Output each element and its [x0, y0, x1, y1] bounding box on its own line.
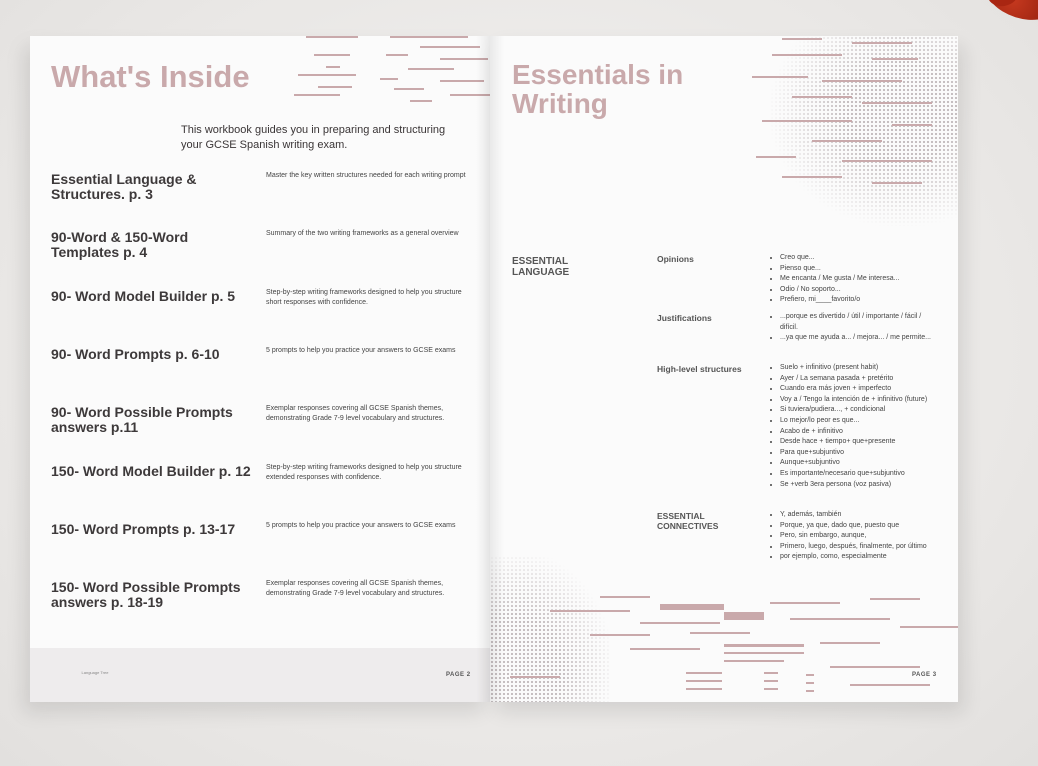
toc-entry-heading: 90- Word Possible Prompts answers p.11	[51, 404, 233, 435]
list-item: • Cuando era más joven + imperfecto	[780, 384, 940, 395]
group-label-high-level-structures: High-level structures	[657, 364, 742, 374]
toc-entry-heading: 90- Word Model Builder p. 5	[51, 288, 236, 304]
toc-entry	[51, 347, 471, 391]
page-title: Essentials in Writing	[512, 59, 684, 119]
high-level-structures-list	[770, 363, 940, 490]
list-item: • Ayer / La semana pasada + pretérito	[780, 374, 940, 385]
list-item: • Acabo de + infinitivo	[780, 427, 940, 438]
intro-text: This workbook guides you in preparing and structuring your GCSE Spanish writing exam.	[181, 124, 446, 151]
list-item: • ...porque es divertido / útil / importante / fácil / difícil.	[780, 312, 940, 333]
toc-entry-description: 5 prompts to help you practice your answers to GCSE exams	[266, 522, 456, 529]
page-3	[490, 36, 958, 702]
list-item: • Suelo + infinitivo (present habit)	[780, 363, 940, 374]
toc-entry-heading: 150- Word Model Builder p. 12	[51, 463, 251, 479]
toc-entry	[51, 464, 471, 508]
list-item: • Voy a / Tengo la intención de + infinitivo (future)	[780, 395, 940, 406]
toc-entry	[51, 580, 471, 624]
toc-entry	[51, 522, 471, 566]
decorative-bars-bottom	[490, 596, 958, 702]
toc-entry	[51, 405, 471, 449]
list-item: • Es importante/necesario que+subjuntivo	[780, 469, 940, 480]
list-item: • Me encanta / Me gusta / Me interesa...	[780, 274, 940, 285]
toc-entry-description: Step-by-step writing frameworks designed to help you structure extended responses with confidence.	[266, 464, 462, 481]
connectives-list	[770, 510, 940, 563]
toc-entry-heading: 90- Word Prompts p. 6-10	[51, 346, 220, 362]
page-number: PAGE 3	[912, 672, 937, 678]
toc-entry-description: Exemplar responses covering all GCSE Spanish themes, demonstrating Grade 7-9 level vocabulary and structures.	[266, 580, 445, 597]
list-item: • Pienso que...	[780, 264, 940, 275]
opinions-list	[770, 253, 940, 306]
toc-entry	[51, 230, 471, 274]
list-item: • Lo mejor/lo peor es que...	[780, 416, 940, 427]
toc-entry-description: 5 prompts to help you practice your answers to GCSE exams	[266, 347, 456, 354]
list-item: • Aunque+subjuntivo	[780, 458, 940, 469]
page-2	[30, 36, 490, 702]
section-heading: ESSENTIAL LANGUAGE	[512, 256, 570, 278]
toc-entry-heading: 150- Word Prompts p. 13-17	[51, 521, 236, 537]
justifications-list	[770, 312, 940, 344]
toc-entry-heading: 90-Word & 150-Word Templates p. 4	[51, 229, 189, 260]
toc-entry-description: Exemplar responses covering all GCSE Spanish themes, demonstrating Grade 7-9 level vocabulary and structures.	[266, 405, 445, 422]
toc-entry-heading: Essential Language & Structures. p. 3	[51, 171, 197, 202]
list-item: • Desde hace + tiempo+ que+presente	[780, 437, 940, 448]
page-title: What's Inside	[51, 59, 250, 94]
list-item: • Y, además, también	[780, 510, 940, 521]
toc-entry-description: Master the key written structures needed for each writing prompt	[266, 172, 466, 179]
list-item: • ...ya que me ayuda a... / mejora... / me permite...	[780, 333, 940, 344]
decorative-lines-top	[290, 36, 490, 106]
list-item: • Para que+subjuntivo	[780, 448, 940, 459]
group-label-opinions: Opinions	[657, 254, 694, 264]
footer-logo: Language Tree	[81, 670, 109, 675]
list-item: • Porque, ya que, dado que, puesto que	[780, 521, 940, 532]
list-item: • Odio / No soporto...	[780, 285, 940, 296]
page-number: PAGE 2	[446, 672, 471, 678]
toc-entry-description: Step-by-step writing frameworks designed to help you structure short responses with confidence.	[266, 289, 462, 306]
list-item: • Se +verb 3era persona (voz pasiva)	[780, 480, 940, 491]
list-item: • Creo que...	[780, 253, 940, 264]
list-item: • Primero, luego, después, finalmente, por último	[780, 542, 940, 553]
list-item: • Si tuviera/pudiera..., + condicional	[780, 405, 940, 416]
toc-entry	[51, 289, 471, 333]
group-label-justifications: Justifications	[657, 313, 712, 323]
decorative-lines-top	[752, 36, 958, 196]
list-item: • por ejemplo, como, especialmente	[780, 552, 940, 563]
toc-entry-description: Summary of the two writing frameworks as a general overview	[266, 230, 459, 237]
list-item: • Prefiero, mi____favorito/o	[780, 295, 940, 306]
toc-entry	[51, 172, 471, 216]
group-label-essential-connectives: ESSENTIAL CONNECTIVES	[657, 511, 719, 531]
list-item: • Pero, sin embargo, aunque,	[780, 531, 940, 542]
page-footer	[30, 648, 490, 702]
toc-entry-heading: 150- Word Possible Prompts answers p. 18-19	[51, 579, 241, 610]
